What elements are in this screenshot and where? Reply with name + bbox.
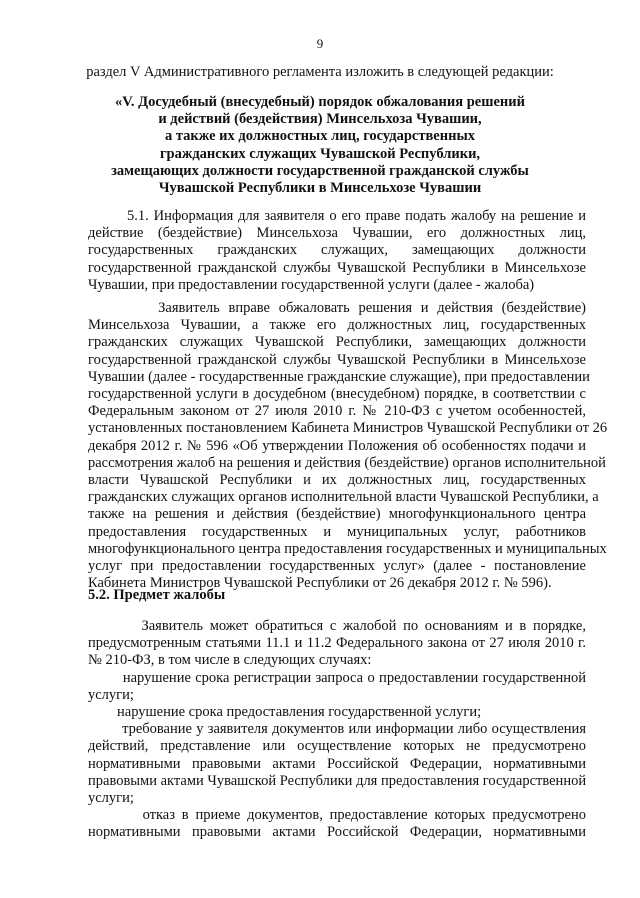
subheading-5-2: 5.2. Предмет жалобы [88,587,226,603]
paragraph-line: 5.1. Информация для заявителя о его праве подать жалобу на решение и [88,208,586,224]
paragraph-line: правовыми актами Чувашской Республики для предоставления государственной [88,772,587,789]
paragraph-line: № 210-ФЗ, в том числе в следующих случаях: [88,652,372,669]
section-heading [60,94,580,197]
heading-line: гражданских служащих Чувашской Республики, [159,145,481,162]
intro-line: раздел V Административного регламента изложить в следующей редакции: [86,64,554,80]
paragraph-line: власти Чувашской Республики и их должностных лиц, государственных [88,472,586,489]
paragraph-line: Заявитель вправе обжаловать решения и действия (бездействие) [88,300,586,316]
paragraph-5-2 [88,618,586,842]
paragraph-line: Федеральным законом от 27 июля 2010 г. № 210-ФЗ с учетом особенностей, [88,403,586,420]
paragraph-line: Чувашии, при предоставлении государственной услуги (далее - жалоба) [88,276,535,293]
heading-line: а также их должностных лиц, государственных [164,128,476,145]
paragraph-line: гражданских служащих Чувашской Республики, замещающих должности [88,334,586,351]
paragraph-line: установленных постановлением Кабинета Министров Чувашской Республики от 26 [88,420,608,437]
paragraph-line: Минсельхоза Чувашии, а также его должностных лиц, государственных [88,317,586,334]
paragraph-line: Заявитель может обратиться с жалобой по основаниям и в порядке, [88,618,586,634]
paragraph-line: действий, представление или осуществление которых не предусмотрено [88,738,586,755]
paragraph-line: предусмотренным статьями 11.1 и 11.2 Федерального закона от 27 июля 2010 г. [88,635,586,652]
paragraph-line: декабря 2012 г. № 596 «Об утверждении Положения об особенностях подачи и [88,437,586,454]
paragraph-line: государственных гражданских служащих, замещающих должности [88,242,586,259]
paragraph-line: нормативными правовыми актами Российской Федерации, нормативными [88,824,586,841]
paragraph-line: Чувашии (далее - государственные гражданские служащие), при предоставлении [88,368,590,385]
paragraph-line: государственной гражданской службы Чувашской Республики в Минсельхозе [88,351,586,368]
heading-line: «V. Досудебный (внесудебный) порядок обжалования решений [115,94,525,110]
paragraph-line: государственной услуги в досудебном (внесудебном) порядке, в соответствии с [88,386,586,403]
list-item-continuation: услуги; [88,686,134,703]
paragraph-line: нормативными правовыми актами Российской Федерации, нормативными [88,755,586,772]
list-item-continuation: услуги; [88,790,134,807]
paragraph-line: услуг при предоставлении государственных услуг» (далее - постановление [88,558,586,575]
heading-line: Чувашской Республики в Минсельхозе Чувашии [158,180,482,197]
paragraph-line: государственной гражданской службы Чувашской Республики в Минсельхозе [88,259,586,276]
heading-line: и действий (бездействия) Минсельхоза Чувашии, [158,111,482,128]
paragraph-line: предоставления государственных и муниципальных услуг, работников [88,523,586,540]
list-item: отказ в приеме документов, предоставление которых предусмотрено [88,807,586,824]
heading-line: замещающих должности государственной гражданской службы [111,162,529,179]
paragraph-line: гражданских служащих органов исполнительной власти Чувашской Республики, а [88,489,599,506]
paragraph-5-1 [88,208,586,294]
paragraph-line: рассмотрения жалоб на решения и действия (бездействие) органов исполнительной [88,454,606,471]
paragraph-line: действие (бездействие) Минсельхоза Чувашии, его должностных лиц, [88,225,586,242]
paragraph-line: также на решения и действия (бездействие) многофункционального центра [88,506,586,523]
paragraph-applicant-rights [88,300,608,592]
paragraph-line: многофункционального центра предоставления государственных и муниципальных [88,540,607,557]
list-item: требование у заявителя документов или информации либо осуществления [88,721,586,738]
list-item: нарушение срока предоставления государственной услуги; [88,704,482,721]
list-item: нарушение срока регистрации запроса о предоставлении государственной [88,669,586,686]
paragraph-line: Кабинета Министров Чувашской Республики от 26 декабря 2012 г. № 596). [88,575,552,592]
page-number: 9 [316,36,324,51]
